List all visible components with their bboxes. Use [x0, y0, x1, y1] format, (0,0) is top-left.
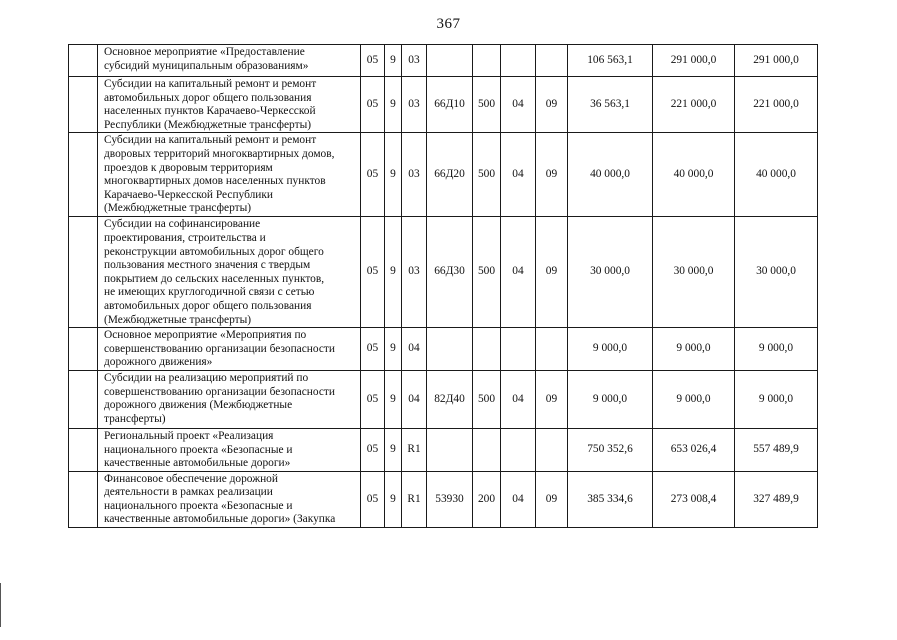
code-section-cell: 05 [361, 428, 385, 471]
code-chapter-cell: 04 [501, 133, 536, 217]
code-program-cell: 9 [385, 217, 402, 328]
amount-year2-cell: 40 000,0 [653, 133, 735, 217]
code-chapter-cell [501, 428, 536, 471]
code-subprogram-cell: 04 [402, 370, 427, 428]
code-chapter-cell: 04 [501, 370, 536, 428]
description-cell: Субсидии на капитальный ремонт и ремонт автомобильных дорог общего пользования населенных пунктов Карачаево-Черкесской Республики (Межбюджетные трансферты) [98, 77, 361, 133]
amount-year1-cell: 750 352,6 [568, 428, 653, 471]
table-row [69, 133, 818, 217]
code-subprogram-cell: 04 [402, 328, 427, 371]
code-section-cell: 05 [361, 328, 385, 371]
amount-year1-cell: 40 000,0 [568, 133, 653, 217]
amount-year3-cell: 9 000,0 [735, 370, 818, 428]
code-chapter-cell: 04 [501, 77, 536, 133]
amount-year1-cell: 385 334,6 [568, 471, 653, 527]
table-row [69, 328, 818, 371]
blank-cell [69, 471, 98, 527]
description-cell: Субсидии на капитальный ремонт и ремонт дворовых территорий многоквартирных домов, проездов к дворовым территориям многоквартирных домов населенных пунктов Карачаево-Черкесской Республики (Межбюджетные трансферты) [98, 133, 361, 217]
code-section-cell: 05 [361, 45, 385, 77]
code-expense-type-cell: 500 [473, 217, 501, 328]
table-row [69, 370, 818, 428]
code-direction-cell: 53930 [427, 471, 473, 527]
code-expense-type-cell: 200 [473, 471, 501, 527]
page-number: 367 [436, 16, 461, 32]
code-expense-type-cell [473, 45, 501, 77]
amount-year2-cell: 9 000,0 [653, 370, 735, 428]
description-cell: Основное мероприятие «Предоставление субсидий муниципальным образованиям» [98, 45, 361, 77]
amount-year1-cell: 30 000,0 [568, 217, 653, 328]
table-row [69, 77, 818, 133]
blank-cell [69, 77, 98, 133]
description-cell: Субсидии на реализацию мероприятий по совершенствованию организации безопасности дорожного движения (Межбюджетные трансферты) [98, 370, 361, 428]
table-row [69, 217, 818, 328]
amount-year3-cell: 327 489,9 [735, 471, 818, 527]
amount-year2-cell: 273 008,4 [653, 471, 735, 527]
amount-year1-cell: 36 563,1 [568, 77, 653, 133]
table-row [69, 428, 818, 471]
code-section-cell: 05 [361, 471, 385, 527]
code-section-cell: 05 [361, 370, 385, 428]
description-cell: Финансовое обеспечение дорожной деятельности в рамках реализации национального проекта «Безопасные и качественные автомобильные дороги» (Закупка [98, 471, 361, 527]
code-chapter-cell: 04 [501, 217, 536, 328]
code-program-cell: 9 [385, 77, 402, 133]
code-direction-cell: 66Д30 [427, 217, 473, 328]
amount-year2-cell: 221 000,0 [653, 77, 735, 133]
code-subprogram-cell: R1 [402, 428, 427, 471]
description-cell: Региональный проект «Реализация национального проекта «Безопасные и качественные автомобильные дороги» [98, 428, 361, 471]
code-program-cell: 9 [385, 328, 402, 371]
code-direction-cell: 66Д10 [427, 77, 473, 133]
code-subprogram-cell: R1 [402, 471, 427, 527]
code-program-cell: 9 [385, 45, 402, 77]
table-body [69, 45, 818, 528]
amount-year3-cell: 30 000,0 [735, 217, 818, 328]
code-expense-type-cell: 500 [473, 370, 501, 428]
code-subprogram-cell: 03 [402, 217, 427, 328]
amount-year2-cell: 291 000,0 [653, 45, 735, 77]
amount-year3-cell: 9 000,0 [735, 328, 818, 371]
code-expense-type-cell: 500 [473, 133, 501, 217]
code-chapter-cell [501, 45, 536, 77]
amount-year2-cell: 30 000,0 [653, 217, 735, 328]
blank-cell [69, 45, 98, 77]
budget-table [68, 44, 818, 528]
code-chapter-cell [501, 328, 536, 371]
code-subsection-cell: 09 [536, 370, 568, 428]
code-direction-cell: 82Д40 [427, 370, 473, 428]
description-cell: Основное мероприятие «Мероприятия по совершенствованию организации безопасности дорожного движения» [98, 328, 361, 371]
code-expense-type-cell: 500 [473, 77, 501, 133]
amount-year3-cell: 221 000,0 [735, 77, 818, 133]
amount-year3-cell: 291 000,0 [735, 45, 818, 77]
blank-cell [69, 217, 98, 328]
amount-year1-cell: 9 000,0 [568, 370, 653, 428]
code-program-cell: 9 [385, 471, 402, 527]
blank-cell [69, 133, 98, 217]
code-subsection-cell [536, 45, 568, 77]
blank-cell [69, 428, 98, 471]
amount-year1-cell: 106 563,1 [568, 45, 653, 77]
code-subsection-cell: 09 [536, 217, 568, 328]
code-subsection-cell [536, 428, 568, 471]
code-subsection-cell: 09 [536, 133, 568, 217]
blank-cell [69, 370, 98, 428]
code-chapter-cell: 04 [501, 471, 536, 527]
margin-rule [0, 583, 1, 627]
table-row [69, 45, 818, 77]
code-direction-cell [427, 428, 473, 471]
code-subsection-cell: 09 [536, 471, 568, 527]
amount-year3-cell: 40 000,0 [735, 133, 818, 217]
code-program-cell: 9 [385, 133, 402, 217]
code-subprogram-cell: 03 [402, 45, 427, 77]
amount-year3-cell: 557 489,9 [735, 428, 818, 471]
code-direction-cell: 66Д20 [427, 133, 473, 217]
description-cell: Субсидии на софинансирование проектирования, строительства и реконструкции автомобильных дорог общего пользования местного значения с твердым покрытием до сельских населенных пунктов, не имеющих круглогодичной связи с сетью автомобильных дорог общего пользования (Межбюджетные трансферты) [98, 217, 361, 328]
code-subsection-cell [536, 328, 568, 371]
amount-year2-cell: 653 026,4 [653, 428, 735, 471]
code-subprogram-cell: 03 [402, 77, 427, 133]
code-direction-cell [427, 45, 473, 77]
code-section-cell: 05 [361, 77, 385, 133]
code-section-cell: 05 [361, 217, 385, 328]
amount-year2-cell: 9 000,0 [653, 328, 735, 371]
blank-cell [69, 328, 98, 371]
code-expense-type-cell [473, 328, 501, 371]
code-program-cell: 9 [385, 428, 402, 471]
code-direction-cell [427, 328, 473, 371]
code-subprogram-cell: 03 [402, 133, 427, 217]
amount-year1-cell: 9 000,0 [568, 328, 653, 371]
code-subsection-cell: 09 [536, 77, 568, 133]
table-row [69, 471, 818, 527]
code-expense-type-cell [473, 428, 501, 471]
code-program-cell: 9 [385, 370, 402, 428]
code-section-cell: 05 [361, 133, 385, 217]
